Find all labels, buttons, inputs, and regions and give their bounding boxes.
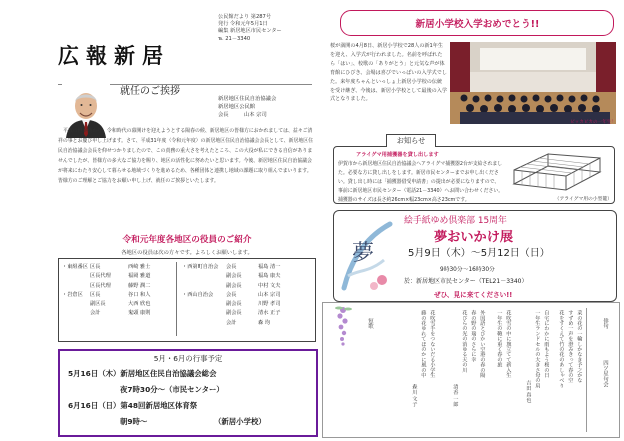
org-line-2: 新居地区公民館	[218, 104, 256, 110]
poem-column: 花吹雪の中に旗立てて新入生	[505, 310, 512, 378]
officers-left-column	[62, 263, 172, 319]
issue-date: 発行 令和元年5月1日	[218, 21, 268, 28]
issue-phone: ℡ 21－3340	[218, 35, 251, 42]
officer-row: 会計 森 均	[226, 319, 271, 326]
haiku-group-name: 四ツ星句会	[602, 360, 608, 387]
officer-row: 区長代理 福岡 雅道	[90, 273, 151, 280]
signer-role: 会長	[218, 112, 229, 118]
schedule-event-2-venue: （新居小学校）	[214, 417, 266, 426]
poem-column: 花びらの光の消ゆる天の川	[461, 310, 468, 373]
exhibition-venue: 於：新居地区市民センター（TEL21－3340）	[404, 278, 528, 285]
tanka-section-title: 短歌	[367, 318, 373, 329]
officers-right-column	[182, 263, 312, 328]
officer-row: 副会長 清水 正子	[226, 310, 281, 317]
trap-caption: （アライグマ用の小型籠）	[554, 197, 612, 202]
officer-row: 副区長 大西 欣也	[90, 301, 151, 308]
haiku-title-box	[586, 308, 614, 432]
poem-column: 藤の花ゆれてほのかに風の中	[420, 310, 427, 378]
exhibition-club-name: 絵手紙ゆめ倶楽部 15周年	[404, 216, 507, 226]
officer-row: 区長代理 藤野 潤二	[90, 282, 151, 289]
issue-number: 公民館だより 第287号	[218, 14, 272, 20]
poem-column: 一年生ランドセルの大きさ母の肩	[534, 310, 541, 388]
poem-column: すずめ一声を澄みきって春の空	[567, 310, 574, 383]
poet-name: 森川 文子	[411, 384, 418, 407]
wisteria-illustration	[333, 304, 353, 430]
poem-column: 外国語とびかい空港の春の陽	[479, 310, 486, 378]
officer-row: 副会長 川野 孝司	[226, 301, 281, 308]
poet-name: 吉田 真也	[525, 380, 532, 403]
officer-row: ・東組番区 区長 西崎 雅士	[62, 264, 151, 270]
officer-row: 会計 鬼頭 康則	[90, 310, 151, 317]
exhibition-hours: 9時30分～16時30分	[440, 267, 495, 273]
officer-row: ・岩倉区 区長 谷口 和人	[62, 291, 151, 298]
issue-info	[218, 14, 310, 43]
schedule-event-2-time: 朝9時～	[120, 417, 148, 426]
poem-column: 花吹雪手をつないだる小学生	[429, 310, 436, 378]
notice-text: 伊賀市から新居地区住民自治協議会へアライグマ捕獲器2台が支給されました。必要な方に貸し出しをします。新居市民センターまでお申し出ください。貸し出し時には「捕獲器借受申請書」の提出が必要になりますので、事前に新居地区市民センター（電話21－3340）へお問い合わせください。捕獲器のサイズは長さ約26cm×幅23cm×高さ23cmです。	[338, 161, 504, 203]
school-photo-caption: ピッカピカの一年生！	[570, 120, 616, 125]
school-photo	[450, 42, 616, 124]
exhibition-dates: 5月9日（木）～5月12日（日）	[408, 248, 550, 259]
poem-column: 自宅にわかに雨もよう桜の日	[543, 310, 550, 378]
greeting-body: 平成の世が終わり、令和時代の幕開けを迎えようとする陽春の候、新居地区の皆様方におかれましては、益々ご清祥の事とお慶び申し上げます。さて、平成31年度（令和元年度）の新居地区住民自治協議会会長として、新居地区住民自治協議会会長を仰せつかりましたので、この責務の重大さを考えたところ、この大役が私にできる自信がありませんでしたが、皆様方の多大なご協力を賜り、地区の活性化に努めたいと思います。今後、新居地区住民自治協議会が将来にわたり安心して暮らせる地域づくりを進めるため、各種団体と連携し地域の課題に取り組んでまいります。皆様方のご理解とご協力をお願い申し上げ、就任のご挨拶といたします。	[58, 128, 314, 184]
raccoon-trap-image	[506, 150, 606, 196]
haiku-section-title: 俳句	[602, 318, 608, 329]
exhibition-headline: 夢おいかけ展	[434, 230, 514, 245]
org-line-1: 新居地区住民自治協議会	[218, 96, 277, 102]
schedule-event-1-time: 夜7時30分～（市民センター）	[120, 385, 224, 394]
signer-name: 山本 宗司	[243, 112, 267, 118]
poem-column: 花をすくえて竹の花のあしゃべり	[558, 310, 565, 388]
exhibition-cta: ぜひ、見に来てください!!	[434, 291, 513, 299]
masthead-title: 広報新居	[58, 43, 170, 68]
notice-subtitle: アライグマ用捕獲器を貸し出します	[356, 152, 439, 158]
notice-label: お知らせ	[396, 136, 426, 145]
officer-row: 副会長 中村 文夫	[226, 282, 281, 289]
greeting-title: 就任のご挨拶	[120, 86, 180, 97]
poem-column: 菜の花の一輪しかなき予之かな	[576, 310, 583, 383]
poem-column: 一年生の鞄に重く春の旅	[496, 310, 503, 368]
issue-editor: 編集 新居地区市民センター	[218, 28, 282, 35]
school-title: 新居小学校入学おめでとう!!	[415, 19, 540, 30]
officer-row: ・西山自治会 会長 山本 宗司	[182, 291, 281, 298]
schedule-event-1: 5月16日（木）新居地区住民自治協議会総会	[68, 369, 217, 378]
greeting-signature	[218, 95, 318, 119]
schedule-event-2: 6月16日（日）第48回新居地区体育祭	[68, 401, 198, 410]
poet-name: 清香 一郎	[452, 384, 459, 407]
officers-title: 令和元年度各地区の役員のご紹介	[122, 235, 252, 245]
schedule-title: 5月・6月の行事予定	[153, 354, 223, 363]
poem-column: 春の野の瑞のさらに幸	[470, 310, 477, 362]
officer-row: 副会長 福島 康夫	[226, 273, 281, 280]
officers-divider	[176, 262, 177, 336]
officers-subtitle: 各地区の役員は次の方々です。よろしくお願いします。	[121, 250, 253, 256]
exhibition-artwork	[338, 216, 396, 298]
officer-row: ・西第町自治会 会長 福島 清一	[182, 264, 281, 270]
exhibition-art-text: 夢	[352, 241, 375, 266]
school-text: 桜が満開の4月8日、新居小学校で28人の新1年生を迎え、入学式が行われました。名前を呼ばれたら「はい」、校歌の「ありがとう」と元気な声が体育館にひびき、会場は喜びでいっぱいの入学式でした。来年度ちゃんといっしょ上新居小学校の伝統を受け継ぎ、今後は、新居小学校として最後の入学式となりました。	[330, 43, 447, 103]
